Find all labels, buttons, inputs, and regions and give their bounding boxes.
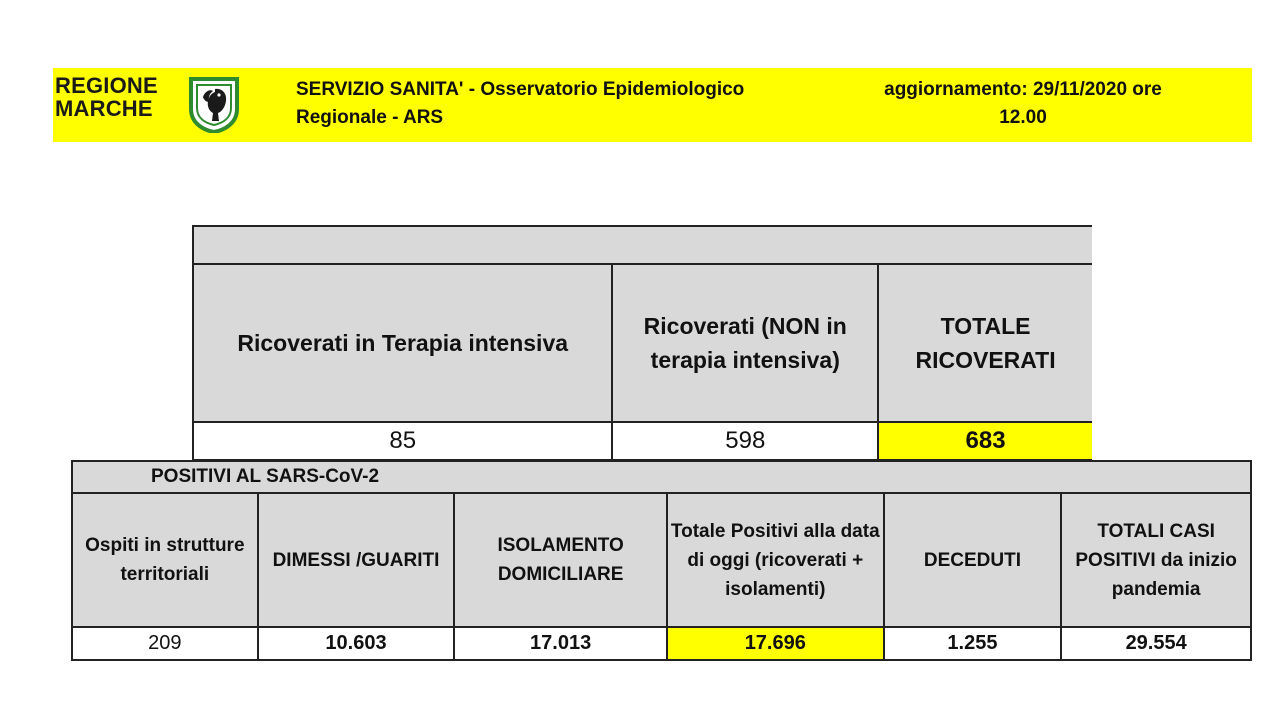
header-isolamento-domiciliare: ISOLAMENTO DOMICILIARE [454, 493, 667, 627]
header-ospiti-strutture: Ospiti in strutture territoriali [72, 493, 258, 627]
value-non-terapia-intensiva: 598 [612, 422, 878, 460]
header-totale-ricoverati: TOTALE RICOVERATI [878, 264, 1092, 422]
header-non-terapia-intensiva: Ricoverati (NON in terapia intensiva) [612, 264, 878, 422]
update-timestamp: aggiornamento: 29/11/2020 ore 12.00 [884, 79, 1162, 128]
value-dimessi-guariti: 10.603 [258, 627, 455, 660]
header-totali-casi-positivi: TOTALI CASI POSITIVI da inizio pandemia [1061, 493, 1251, 627]
header-dimessi-guariti: DIMESSI /GUARITI [258, 493, 455, 627]
value-totale-ricoverati: 683 [878, 422, 1092, 460]
value-terapia-intensiva: 85 [193, 422, 612, 460]
ricoverati-top-band [193, 226, 1092, 264]
banner-title: SERVIZIO SANITA' - Osservatorio Epidemiologico Regionale - ARS [296, 79, 745, 128]
value-isolamento-domiciliare: 17.013 [454, 627, 667, 660]
positivi-table [71, 460, 1252, 661]
regione-marche-logo-icon [185, 75, 243, 133]
logo-text [55, 74, 158, 120]
header-totale-positivi: Totale Positivi alla data di oggi (ricoverati + isolamenti) [667, 493, 884, 627]
value-totale-positivi: 17.696 [667, 627, 884, 660]
value-totali-casi-positivi: 29.554 [1061, 627, 1251, 660]
header-deceduti: DECEDUTI [884, 493, 1062, 627]
header-banner [53, 68, 1252, 142]
logo-line-1: REGIONE [55, 73, 158, 98]
ricoverati-table [192, 225, 1092, 461]
value-deceduti: 1.255 [884, 627, 1062, 660]
header-terapia-intensiva: Ricoverati in Terapia intensiva [193, 264, 612, 422]
logo-line-2: MARCHE [55, 96, 153, 121]
positivi-title: POSITIVI AL SARS-CoV-2 [72, 461, 1251, 493]
value-ospiti-strutture: 209 [72, 627, 258, 660]
